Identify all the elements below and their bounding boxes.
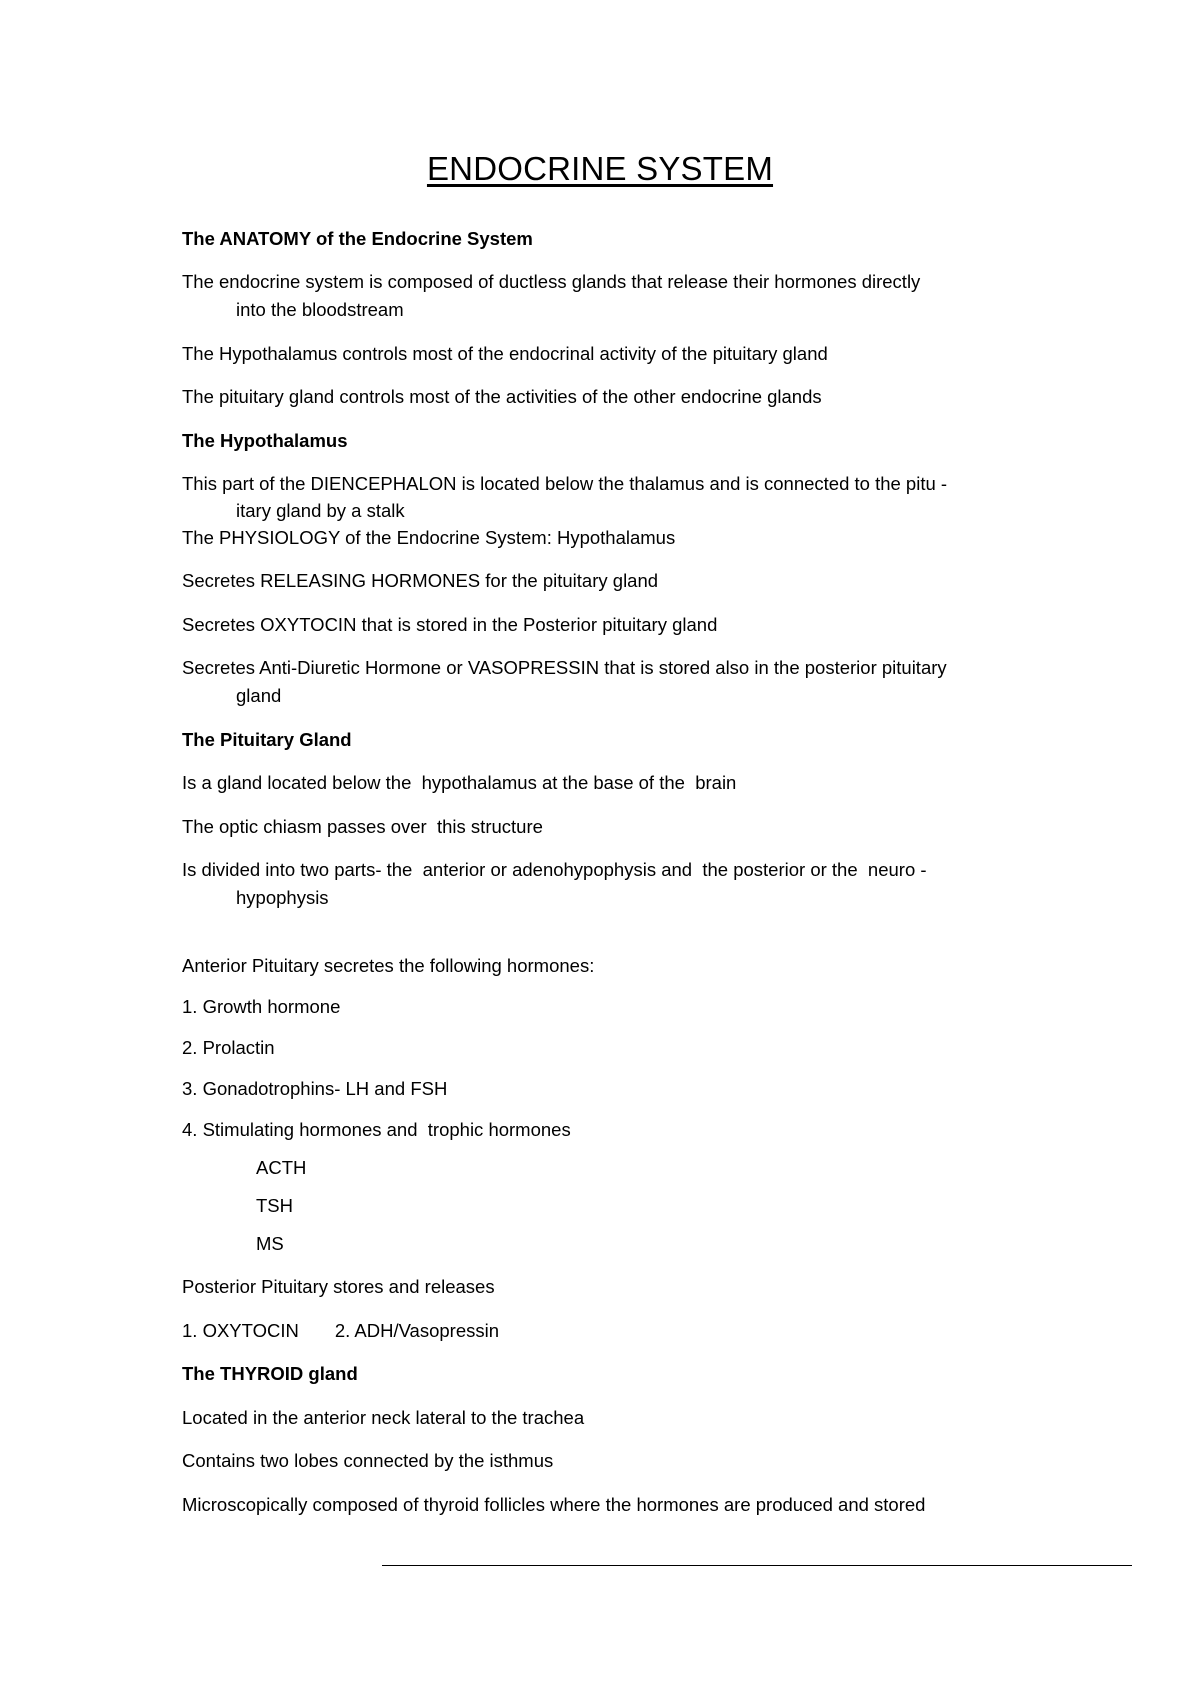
text-line: The pituitary gland controls most of the activities of the other endocrine glands <box>182 386 822 407</box>
text-line: The optic chiasm passes over this structure <box>182 816 543 837</box>
text-line: into the bloodstream <box>236 299 404 320</box>
text-line: Secretes RELEASING HORMONES for the pituitary gland <box>182 570 659 591</box>
sub-list-item: ACTH <box>256 1157 307 1178</box>
text-line: Microscopically composed of thyroid follicles where the hormones are produced and stored <box>182 1494 926 1515</box>
sub-list-item: MS <box>256 1233 284 1254</box>
text-line: gland <box>236 685 282 706</box>
text-line: The PHYSIOLOGY of the Endocrine System: Hypothalamus <box>182 527 676 548</box>
text-line: Posterior Pituitary stores and releases <box>182 1276 495 1297</box>
text-line: Secretes Anti-Diuretic Hormone or VASOPRESSIN that is stored also in the posterior pituitary <box>182 657 947 678</box>
document-title: ENDOCRINE SYSTEM <box>426 150 774 187</box>
text-line: Located in the anterior neck lateral to the trachea <box>182 1407 585 1428</box>
list-item: 3. Gonadotrophins- LH and FSH <box>182 1078 448 1099</box>
text-line: This part of the DIENCEPHALON is located below the thalamus and is connected to the pitu - <box>182 473 948 494</box>
text-line: Anterior Pituitary secretes the following hormones: <box>182 955 595 976</box>
text-line: The Hypothalamus controls most of the endocrinal activity of the pituitary gland <box>182 343 828 364</box>
text-line: The endocrine system is composed of ductless glands that release their hormones directly <box>182 271 921 292</box>
text-line: Secretes OXYTOCIN that is stored in the Posterior pituitary gland <box>182 614 718 635</box>
heading-pituitary-gland: The Pituitary Gland <box>182 729 352 750</box>
footer-rule <box>382 1565 1132 1566</box>
text-line: Contains two lobes connected by the isthmus <box>182 1450 554 1471</box>
list-item: 4. Stimulating hormones and trophic hormones <box>182 1119 571 1140</box>
heading-thyroid-gland: The THYROID gland <box>182 1363 358 1384</box>
text-line: itary gland by a stalk <box>236 500 405 521</box>
sub-list-item: TSH <box>256 1195 293 1216</box>
list-item: 1. OXYTOCIN 2. ADH/Vasopressin <box>182 1320 500 1341</box>
list-item: 1. Growth hormone <box>182 996 341 1017</box>
list-item: 2. Prolactin <box>182 1037 275 1058</box>
heading-hypothalamus: The Hypothalamus <box>182 430 348 451</box>
heading-anatomy: The ANATOMY of the Endocrine System <box>182 228 533 249</box>
text-line: hypophysis <box>236 887 329 908</box>
text-line: Is divided into two parts- the anterior or adenohypophysis and the posterior or the neuro - <box>182 859 927 880</box>
text-line: Is a gland located below the hypothalamus at the base of the brain <box>182 772 737 793</box>
